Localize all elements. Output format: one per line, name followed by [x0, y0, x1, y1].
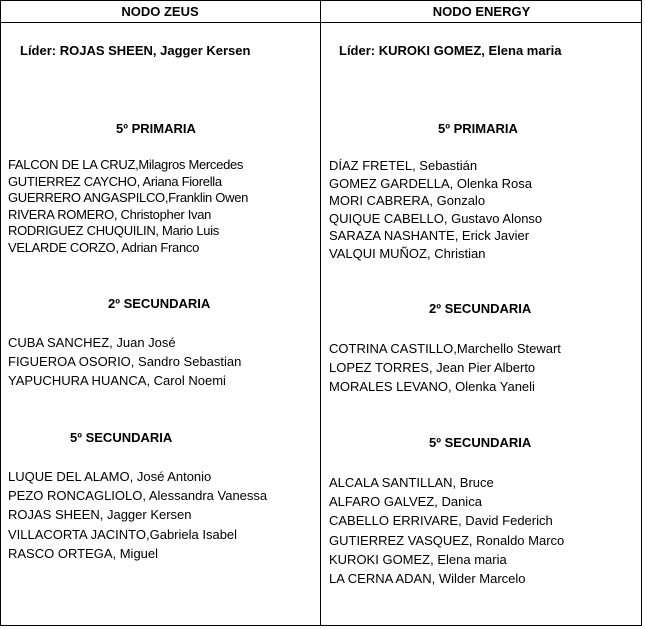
left-student-list: [8, 157, 248, 256]
student-name: YAPUCHURA HUANCA, Carol Noemi: [8, 373, 226, 388]
right-header: NODO ENERGY: [432, 4, 531, 19]
left-student-list: [8, 467, 267, 563]
student-name: LOPEZ TORRES, Jean Pier Alberto: [329, 360, 536, 375]
student-name: PEZO RONCAGLIOLO, Alessandra Vanessa: [8, 488, 268, 504]
right-section-title: 5º SECUNDARIA: [429, 435, 532, 450]
student-name: CUBA SANCHEZ, Juan José: [8, 335, 176, 350]
right-leader: Líder: KUROKI GOMEZ, Elena maria: [339, 43, 562, 58]
student-name: GOMEZ GARDELLA, Olenka Rosa: [329, 175, 533, 191]
student-name: DÍAZ FRETEL, Sebastián: [329, 158, 478, 173]
right-student-list: [329, 339, 561, 396]
student-name: RASCO ORTEGA, Miguel: [8, 545, 159, 561]
student-name: ALCALA SANTILLAN, Bruce: [329, 475, 494, 490]
student-name: ALFARO GALVEZ, Danica: [329, 494, 482, 510]
student-name: GUTIERREZ CAYCHO, Ariana Fiorella: [8, 173, 222, 189]
student-name: GUERRERO ANGASPILCO,Franklin Owen: [8, 190, 249, 205]
student-name: QUIQUE CABELLO, Gustavo Alonso: [329, 210, 543, 226]
left-section-title: 2º SECUNDARIA: [108, 296, 211, 311]
student-name: ROJAS SHEEN, Jagger Kersen: [8, 507, 192, 523]
student-name: LA CERNA ADAN, Wilder Marcelo: [329, 571, 526, 587]
left-section-title: 5º SECUNDARIA: [70, 430, 173, 445]
student-name: GUTIERREZ VASQUEZ, Ronaldo Marco: [329, 532, 565, 548]
student-name: KUROKI GOMEZ, Elena maria: [329, 551, 507, 567]
student-name: SARAZA NASHANTE, Erick Javier: [329, 228, 530, 243]
left-section-title: 5º PRIMARIA: [116, 121, 196, 136]
student-name: FALCON DE LA CRUZ,Milagros Mercedes: [8, 157, 244, 172]
student-name: FIGUEROA OSORIO, Sandro Sebastian: [8, 354, 242, 369]
student-name: VILLACORTA JACINTO,Gabriela Isabel: [8, 526, 238, 542]
right-section-title: 5º PRIMARIA: [438, 121, 518, 136]
right-student-list: [329, 473, 564, 588]
student-name: MORALES LEVANO, Olenka Yaneli: [329, 379, 535, 394]
student-name: LUQUE DEL ALAMO, José Antonio: [8, 469, 212, 484]
student-name: VALQUI MUÑOZ, Christian: [329, 245, 486, 261]
student-name: VELARDE CORZO, Adrian Franco: [8, 239, 199, 255]
left-header: NODO ZEUS: [121, 4, 199, 19]
left-student-list: [8, 333, 241, 390]
student-name: RODRIGUEZ CHUQUILIN, Mario Luis: [8, 223, 220, 238]
left-leader: Líder: ROJAS SHEEN, Jagger Kersen: [20, 43, 251, 58]
student-name: COTRINA CASTILLO,Marchello Stewart: [329, 341, 561, 356]
column-divider: [320, 0, 321, 626]
right-student-list: [329, 157, 542, 262]
right-section-title: 2º SECUNDARIA: [429, 301, 532, 316]
student-name: RIVERA ROMERO, Christopher Ivan: [8, 206, 212, 222]
student-name: MORI CABRERA, Gonzalo: [329, 193, 486, 208]
header-divider: [0, 22, 642, 23]
student-name: CABELLO ERRIVARE, David Federich: [329, 513, 553, 529]
